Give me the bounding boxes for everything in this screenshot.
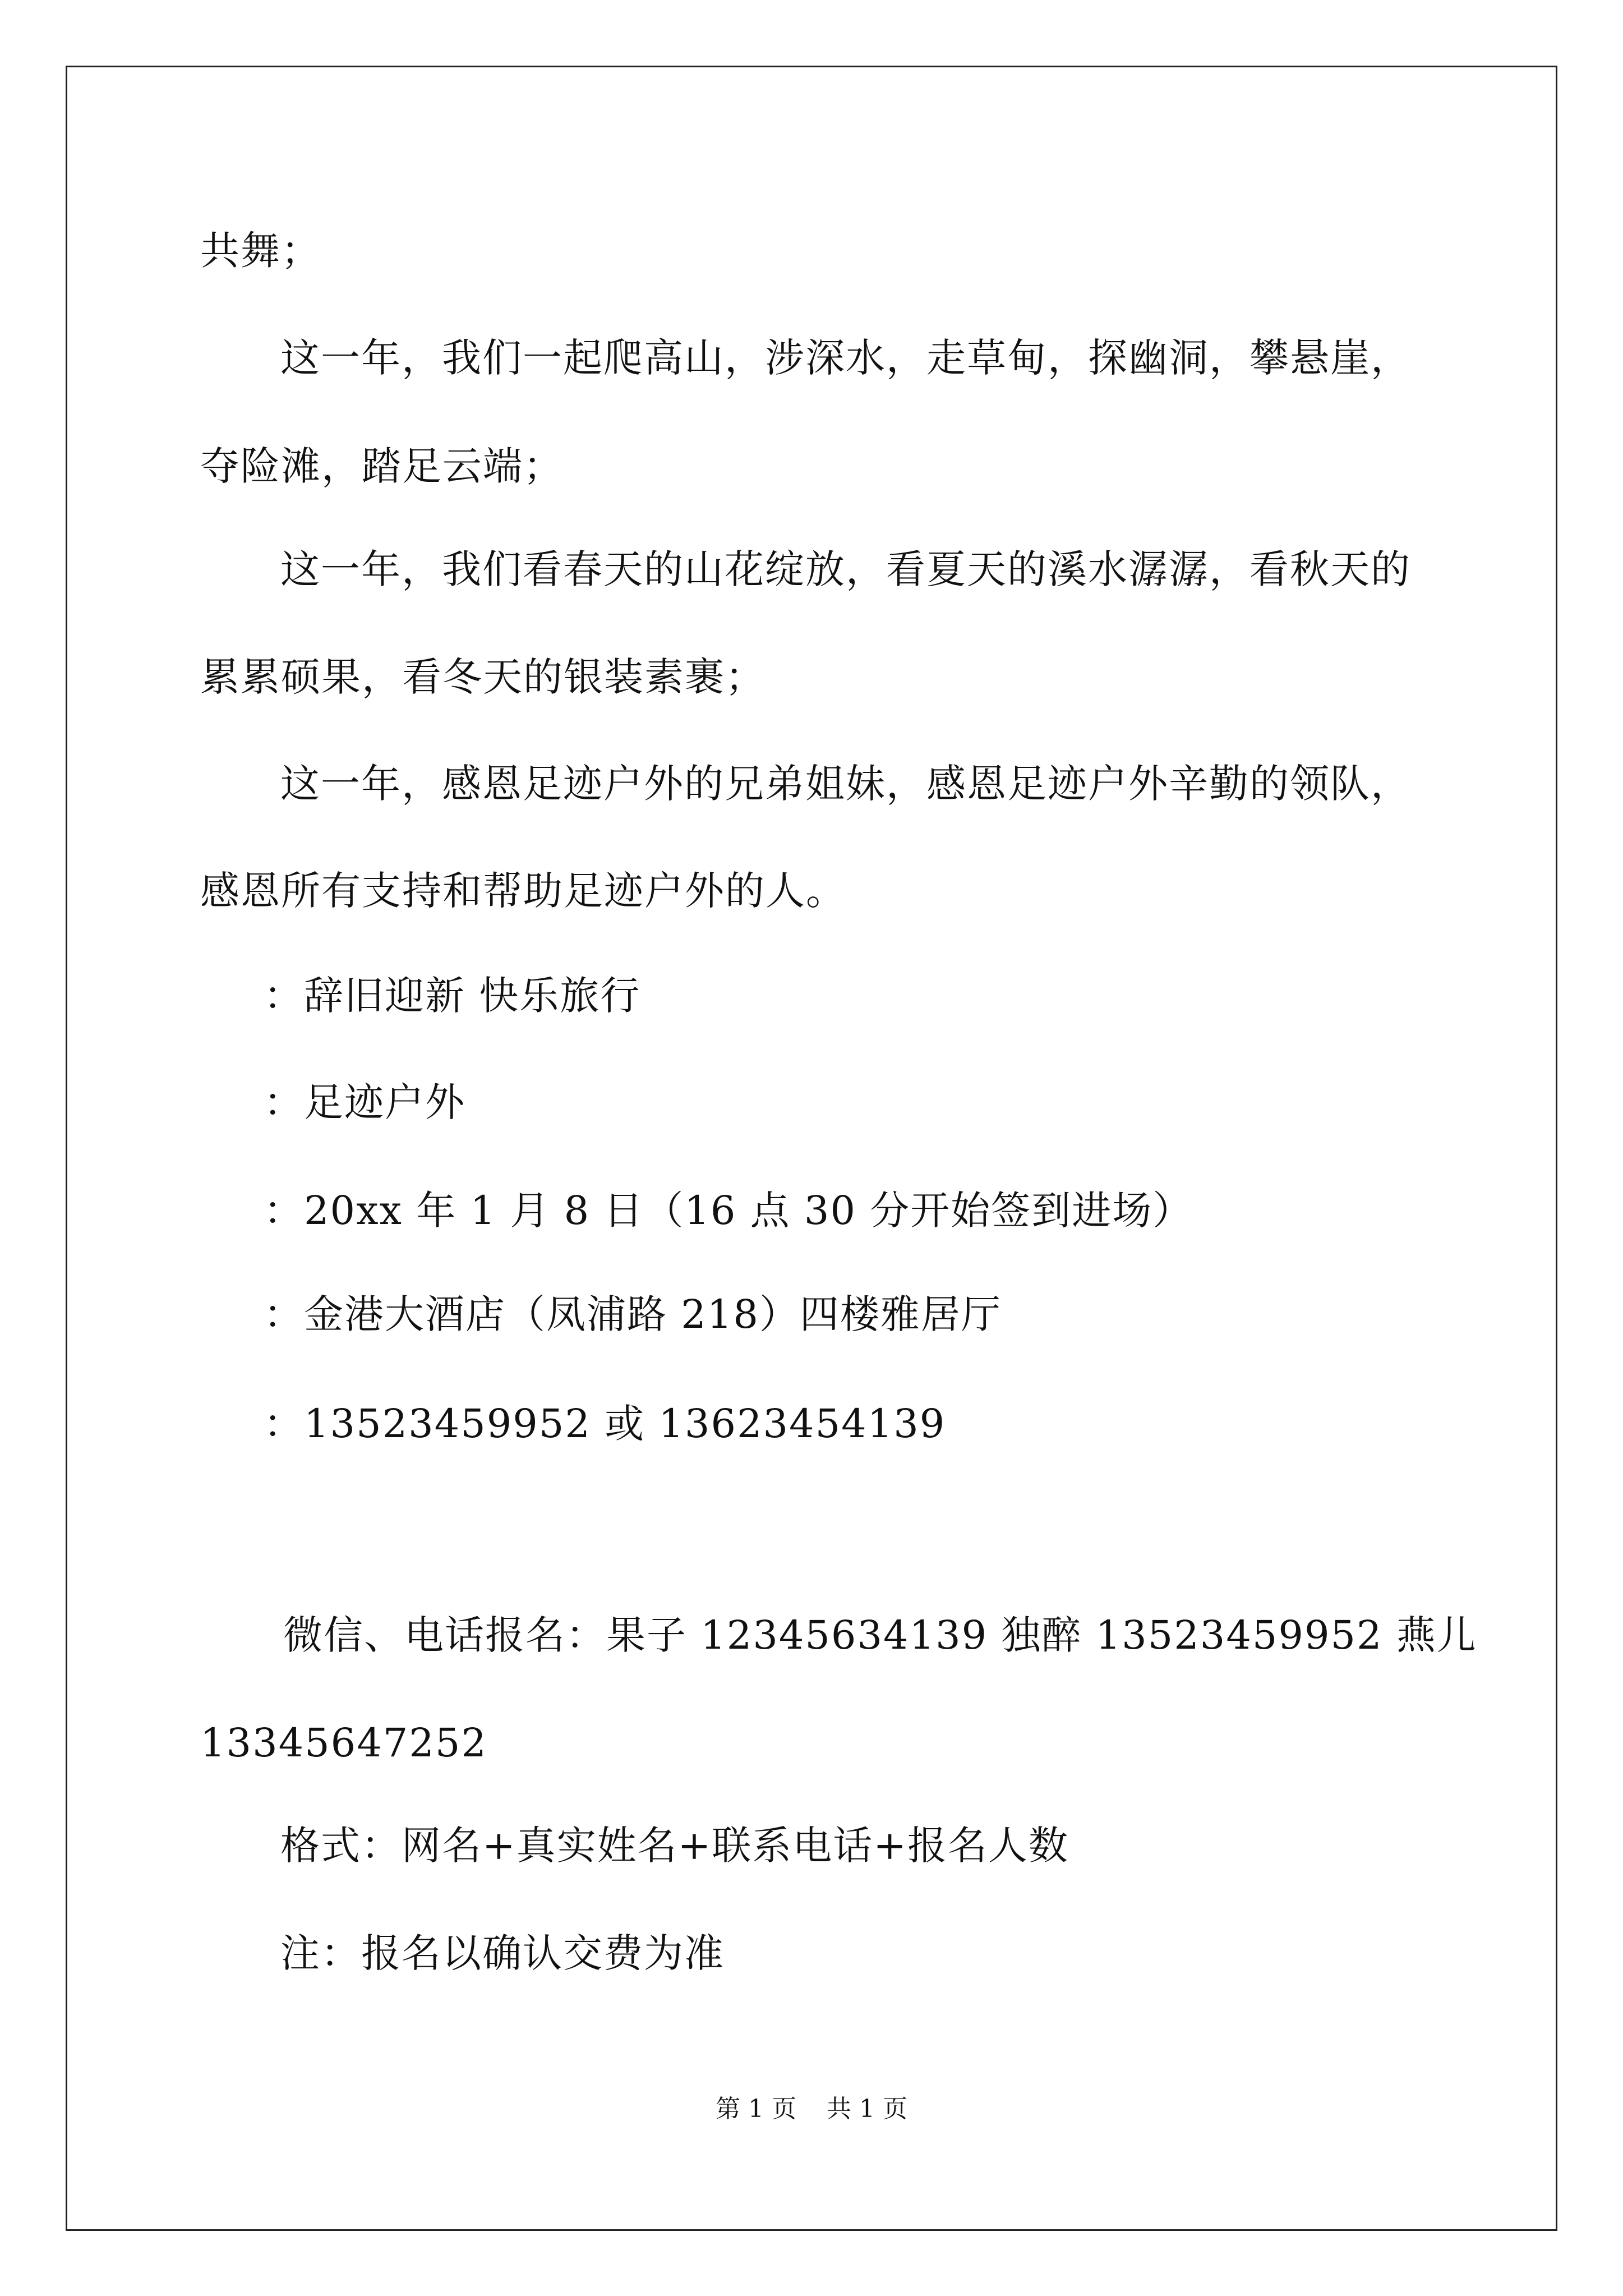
text-line-16: 注：报名以确认交费为准 xyxy=(280,1930,725,1976)
text-line-5: 累累硕果，看冬天的银装素裹； xyxy=(200,654,766,700)
text-line-1: 共舞； xyxy=(200,228,321,274)
text-line-3: 夺险滩，踏足云端； xyxy=(200,443,564,489)
text-line-14: 13345647252 xyxy=(200,1720,487,1766)
page-border xyxy=(66,66,1557,2231)
page-number: 第 1 页 xyxy=(716,2095,796,2123)
text-line-4: 这一年，我们看春天的山花绽放，看夏天的溪水潺潺，看秋天的 xyxy=(280,546,1411,592)
text-line-10: ：20xx 年 1 月 8 日（16 点 30 分开始签到进场） xyxy=(264,1188,1193,1234)
text-line-15: 格式：网名+真实姓名+联系电话+报名人数 xyxy=(280,1823,1069,1869)
text-line-9: ：足迹户外 xyxy=(264,1079,465,1125)
page-total: 共 1 页 xyxy=(827,2095,907,2123)
text-line-7: 感恩所有支持和帮助足迹户外的人。 xyxy=(200,868,846,914)
page-footer xyxy=(0,2097,1623,2122)
text-line-13: 微信、电话报名：果子 12345634139 独醉 13523459952 燕儿 xyxy=(283,1612,1477,1658)
text-line-11: ：金港大酒店（凤浦路 218）四楼雅居厅 xyxy=(264,1291,1002,1337)
text-line-2: 这一年，我们一起爬高山，涉深水，走草甸，探幽洞，攀悬崖， xyxy=(280,335,1411,381)
text-line-6: 这一年，感恩足迹户外的兄弟姐妹，感恩足迹户外辛勤的领队， xyxy=(280,761,1411,807)
text-line-8: ：辞旧迎新 快乐旅行 xyxy=(264,973,641,1019)
text-line-12: ：13523459952 或 13623454139 xyxy=(264,1401,946,1447)
